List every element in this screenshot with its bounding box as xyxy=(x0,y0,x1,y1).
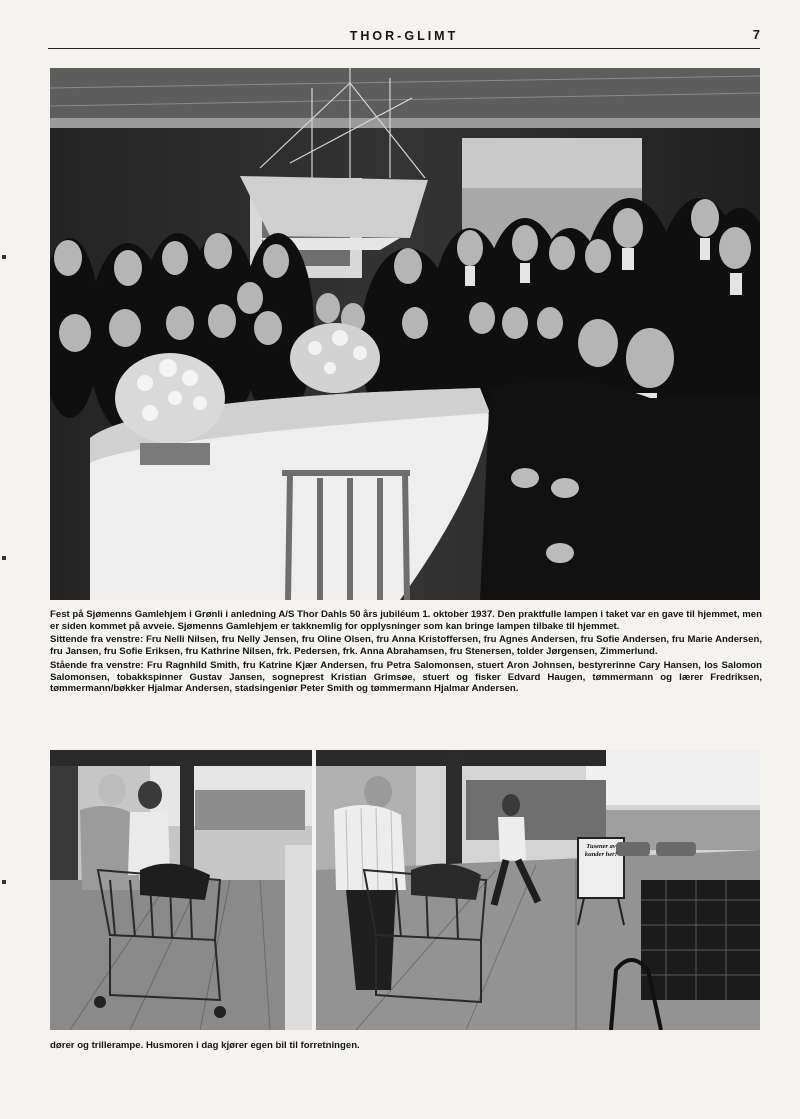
shopping-cart-photo-right xyxy=(316,750,760,1030)
store-sign-text: Tusener av kunder her! xyxy=(584,843,618,858)
shopping-cart-photo-left xyxy=(50,750,312,1030)
margin-mark xyxy=(2,556,6,560)
page-number: 7 xyxy=(752,27,760,42)
margin-mark xyxy=(2,255,6,259)
caption-intro: Fest på Sjømenns Gamlehjem i Grønli i anledning A/S Thor Dahls 50 års jubiléum 1. oktober 1937. Den praktfulle lampen i taket var en gave til hjemmet, men er siden kommet på avveie. Sjømenns Gamlehjem er takknemlig for opplysninger som kan bringe lampen tilbake til hjemmet. xyxy=(50,609,762,632)
caption-seated: Sittende fra venstre: Fru Nelli Nilsen, fru Nelly Jensen, fru Oline Olsen, fru Anna Kristoffersen, fru Agnes Andersen, fru Sofie Andersen, fru Marie Andersen, fru Jansen, fru Sofie Eriksen, fru Kathrine Nilsen, frk. Pedersen, frk. Anna Abrahamsen, fru Stenersen, tolder Jørgensen, Zimmerlund. xyxy=(50,634,762,658)
magazine-title: THOR-GLIMT xyxy=(349,29,459,43)
caption-standing: Stående fra venstre: Fru Ragnhild Smith, fru Katrine Kjær Andersen, fru Petra Salomonsen, stuert Aron Johnsen, bestyrerinne Cary Hansen, los Salomon Salomonsen, tobakkspinner Gustav Jansen, sogneprest Kristian Grimsøe, stuert og fisker Edvard Haugen, tømmermann og lærer Fredriksen, tømmermann/bøkker Hjalmar Andersen, stadsingeniør Peter Smith og tømmermann Hjalmar Andersen. xyxy=(50,659,762,695)
main-photo-caption xyxy=(50,609,762,697)
bottom-photo-caption: dører og trillerampe. Husmoren i dag kjører egen bil til forretningen. xyxy=(50,1040,360,1051)
banquet-group-photo xyxy=(50,68,760,600)
page-header xyxy=(48,26,760,49)
margin-mark xyxy=(2,880,6,884)
